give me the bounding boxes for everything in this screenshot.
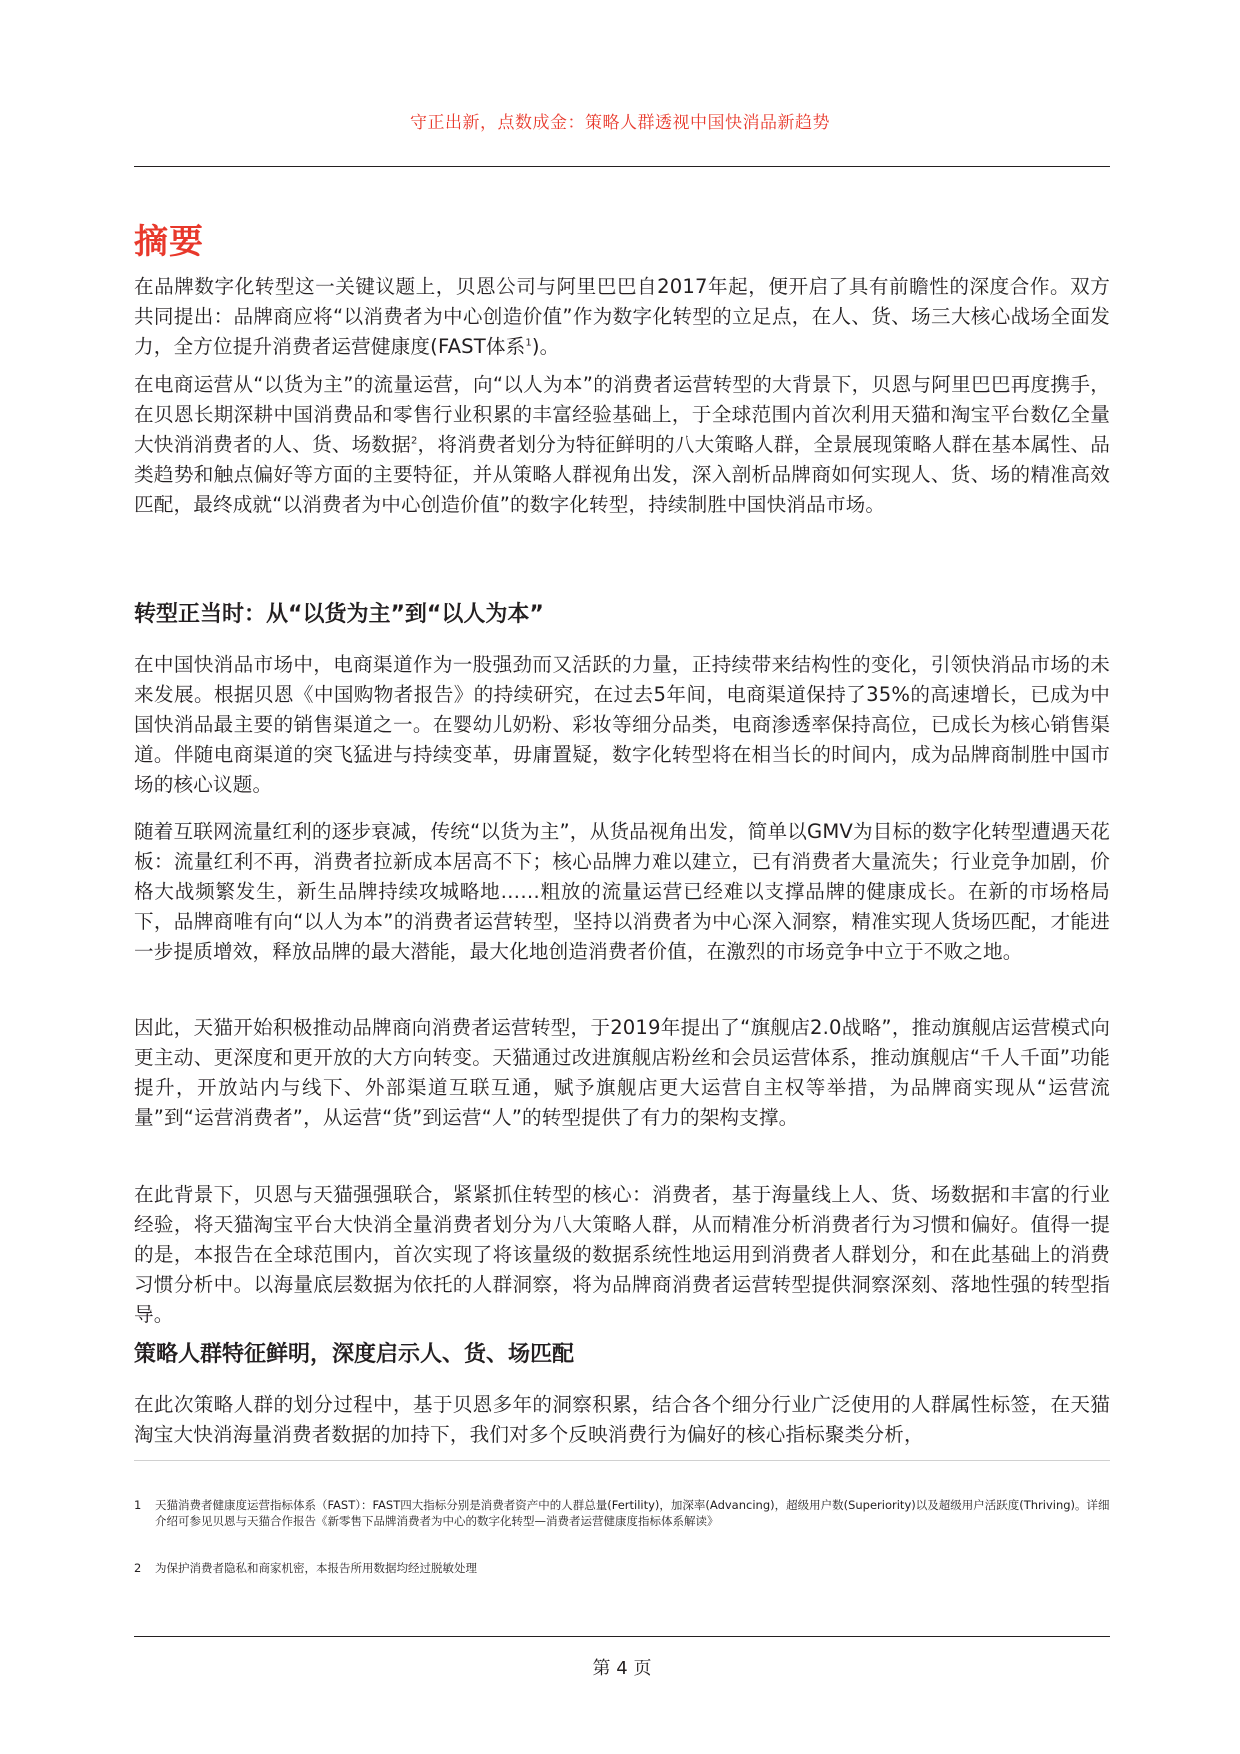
section-heading-strategy-groups: 策略人群特征鲜明，深度启示人、货、场匹配 <box>134 1342 575 1367</box>
header-rule <box>134 166 1110 167</box>
paragraph-text: )。 <box>531 335 560 358</box>
paragraph-intro <box>134 272 1110 362</box>
footnote-text: 为保护消费者隐私和商家机密，本报告所用数据均经过脱敏处理 <box>155 1561 477 1575</box>
page-number: 第 4 页 <box>592 1658 652 1679</box>
paragraph-segmentation: 在此次策略人群的划分过程中，基于贝恩多年的洞察积累，结合各个细分行业广泛使用的人群属性标签，在天猫淘宝大快消海量消费者数据的加持下，我们对多个反映消费行为偏好的核心指标聚类分析， <box>134 1393 1110 1446</box>
footnote-separator <box>134 1460 1110 1461</box>
page-title: 摘要 <box>134 222 204 262</box>
footnote-1 <box>134 1497 1110 1529</box>
footnote-text: 天猫消费者健康度运营指标体系（FAST）：FAST四大指标分别是消费者资产中的人群总量(Fertility)，加深率(Advancing)，超级用户数(Superiority)以及超级用户活跃度(Thriving)。详细介绍可参见贝恩与天猫合作报告《新零售下品牌消费者为中心的数字化转型—消费者运营健康度指标体系解读》 <box>155 1498 1110 1528</box>
paragraph-traffic: 随着互联网流量红利的逐步衰减，传统“以货为主”，从货品视角出发，简单以GMV为目标的数字化转型遭遇天花板：流量红利不再，消费者拉新成本居高不下；核心品牌力难以建立，已有消费者大量流失；行业竞争加剧，价格大战频繁发生，新生品牌持续攻城略地……粗放的流量运营已经难以支撑品牌的健康成长。在新的市场格局下，品牌商唯有向“以人为本”的消费者运营转型，坚持以消费者为中心深入洞察，精准实现人货场匹配，才能进一步提质增效，释放品牌的最大潜能，最大化地创造消费者价值，在激烈的市场竞争中立于不败之地。 <box>134 820 1110 963</box>
paragraph-market: 在中国快消品市场中，电商渠道作为一股强劲而又活跃的力量，正持续带来结构性的变化，引领快消品市场的未来发展。根据贝恩《中国购物者报告》的持续研究，在过去5年间，电商渠道保持了35%的高速增长，已成为中国快消品最主要的销售渠道之一。在婴幼儿奶粉、彩妆等细分品类，电商渗透率保持高位，已成长为核心销售渠道。伴随电商渠道的突飞猛进与持续变革，毋庸置疑，数字化转型将在相当长的时间内，成为品牌商制胜中国市场的核心议题。 <box>134 653 1110 796</box>
running-header: 守正出新，点数成金：策略人群透视中国快消品新趋势 <box>410 113 830 133</box>
footnote-ref: 1 <box>525 337 532 349</box>
footer-rule <box>134 1636 1110 1637</box>
footnote-2 <box>134 1560 1110 1576</box>
paragraph-text: 在品牌数字化转型这一关键议题上，贝恩公司与阿里巴巴自2017年起，便开启了具有前瞻性的深度合作。双方共同提出：品牌商应将“以消费者为中心创造价值”作为数字化转型的立足点，在人、货、场三大核心战场全面发力，全方位提升消费者运营健康度(FAST体系 <box>134 275 1110 358</box>
paragraph-cooperation: 在此背景下，贝恩与天猫强强联合，紧紧抓住转型的核心：消费者，基于海量线上人、货、场数据和丰富的行业经验，将天猫淘宝平台大快消全量消费者划分为八大策略人群，从而精准分析消费者行为习惯和偏好。值得一提的是，本报告在全球范围内，首次实现了将该量级的数据系统性地运用到消费者人群划分，和在此基础上的消费习惯分析中。以海量底层数据为依托的人群洞察，将为品牌商消费者运营转型提供洞察深刻、落地性强的转型指导。 <box>134 1183 1110 1326</box>
paragraph-text: 在电商运营从“以货为主”的流量运营，向“以人为本”的消费者运营转型的大背景下，贝恩与阿里巴巴再度携手，在贝恩长期深耕中国消费品和零售行业积累的丰富经验基础上，于全球范围内首次利用天猫和淘宝平台数亿全量大快消消费者的人、货、场数据 <box>134 373 1110 456</box>
paragraph-text: ，将消费者划分为特征鲜明的八大策略人群，全景展现策略人群在基本属性、品类趋势和触点偏好等方面的主要特征，并从策略人群视角出发，深入剖析品牌商如何实现人、货、场的精准高效匹配，最终成就“以消费者为中心创造价值”的数字化转型，持续制胜中国快消品市场。 <box>134 433 1110 516</box>
section-heading-transformation: 转型正当时：从“以货为主”到“以人为本” <box>134 602 544 627</box>
footnote-number: 2 <box>134 1561 142 1575</box>
footnote-number: 1 <box>134 1498 142 1512</box>
footnote-ref: 2 <box>411 435 418 447</box>
paragraph-background <box>134 370 1110 520</box>
paragraph-tmall: 因此，天猫开始积极推动品牌商向消费者运营转型，于2019年提出了“旗舰店2.0战略”，推动旗舰店运营模式向更主动、更深度和更开放的大方向转变。天猫通过改进旗舰店粉丝和会员运营体系，推动旗舰店“千人千面”功能提升，开放站内与线下、外部渠道互联互通，赋予旗舰店更大运营自主权等举措，为品牌商实现从“运营流量”到“运营消费者”，从运营“货”到运营“人”的转型提供了有力的架构支撑。 <box>134 1016 1110 1129</box>
